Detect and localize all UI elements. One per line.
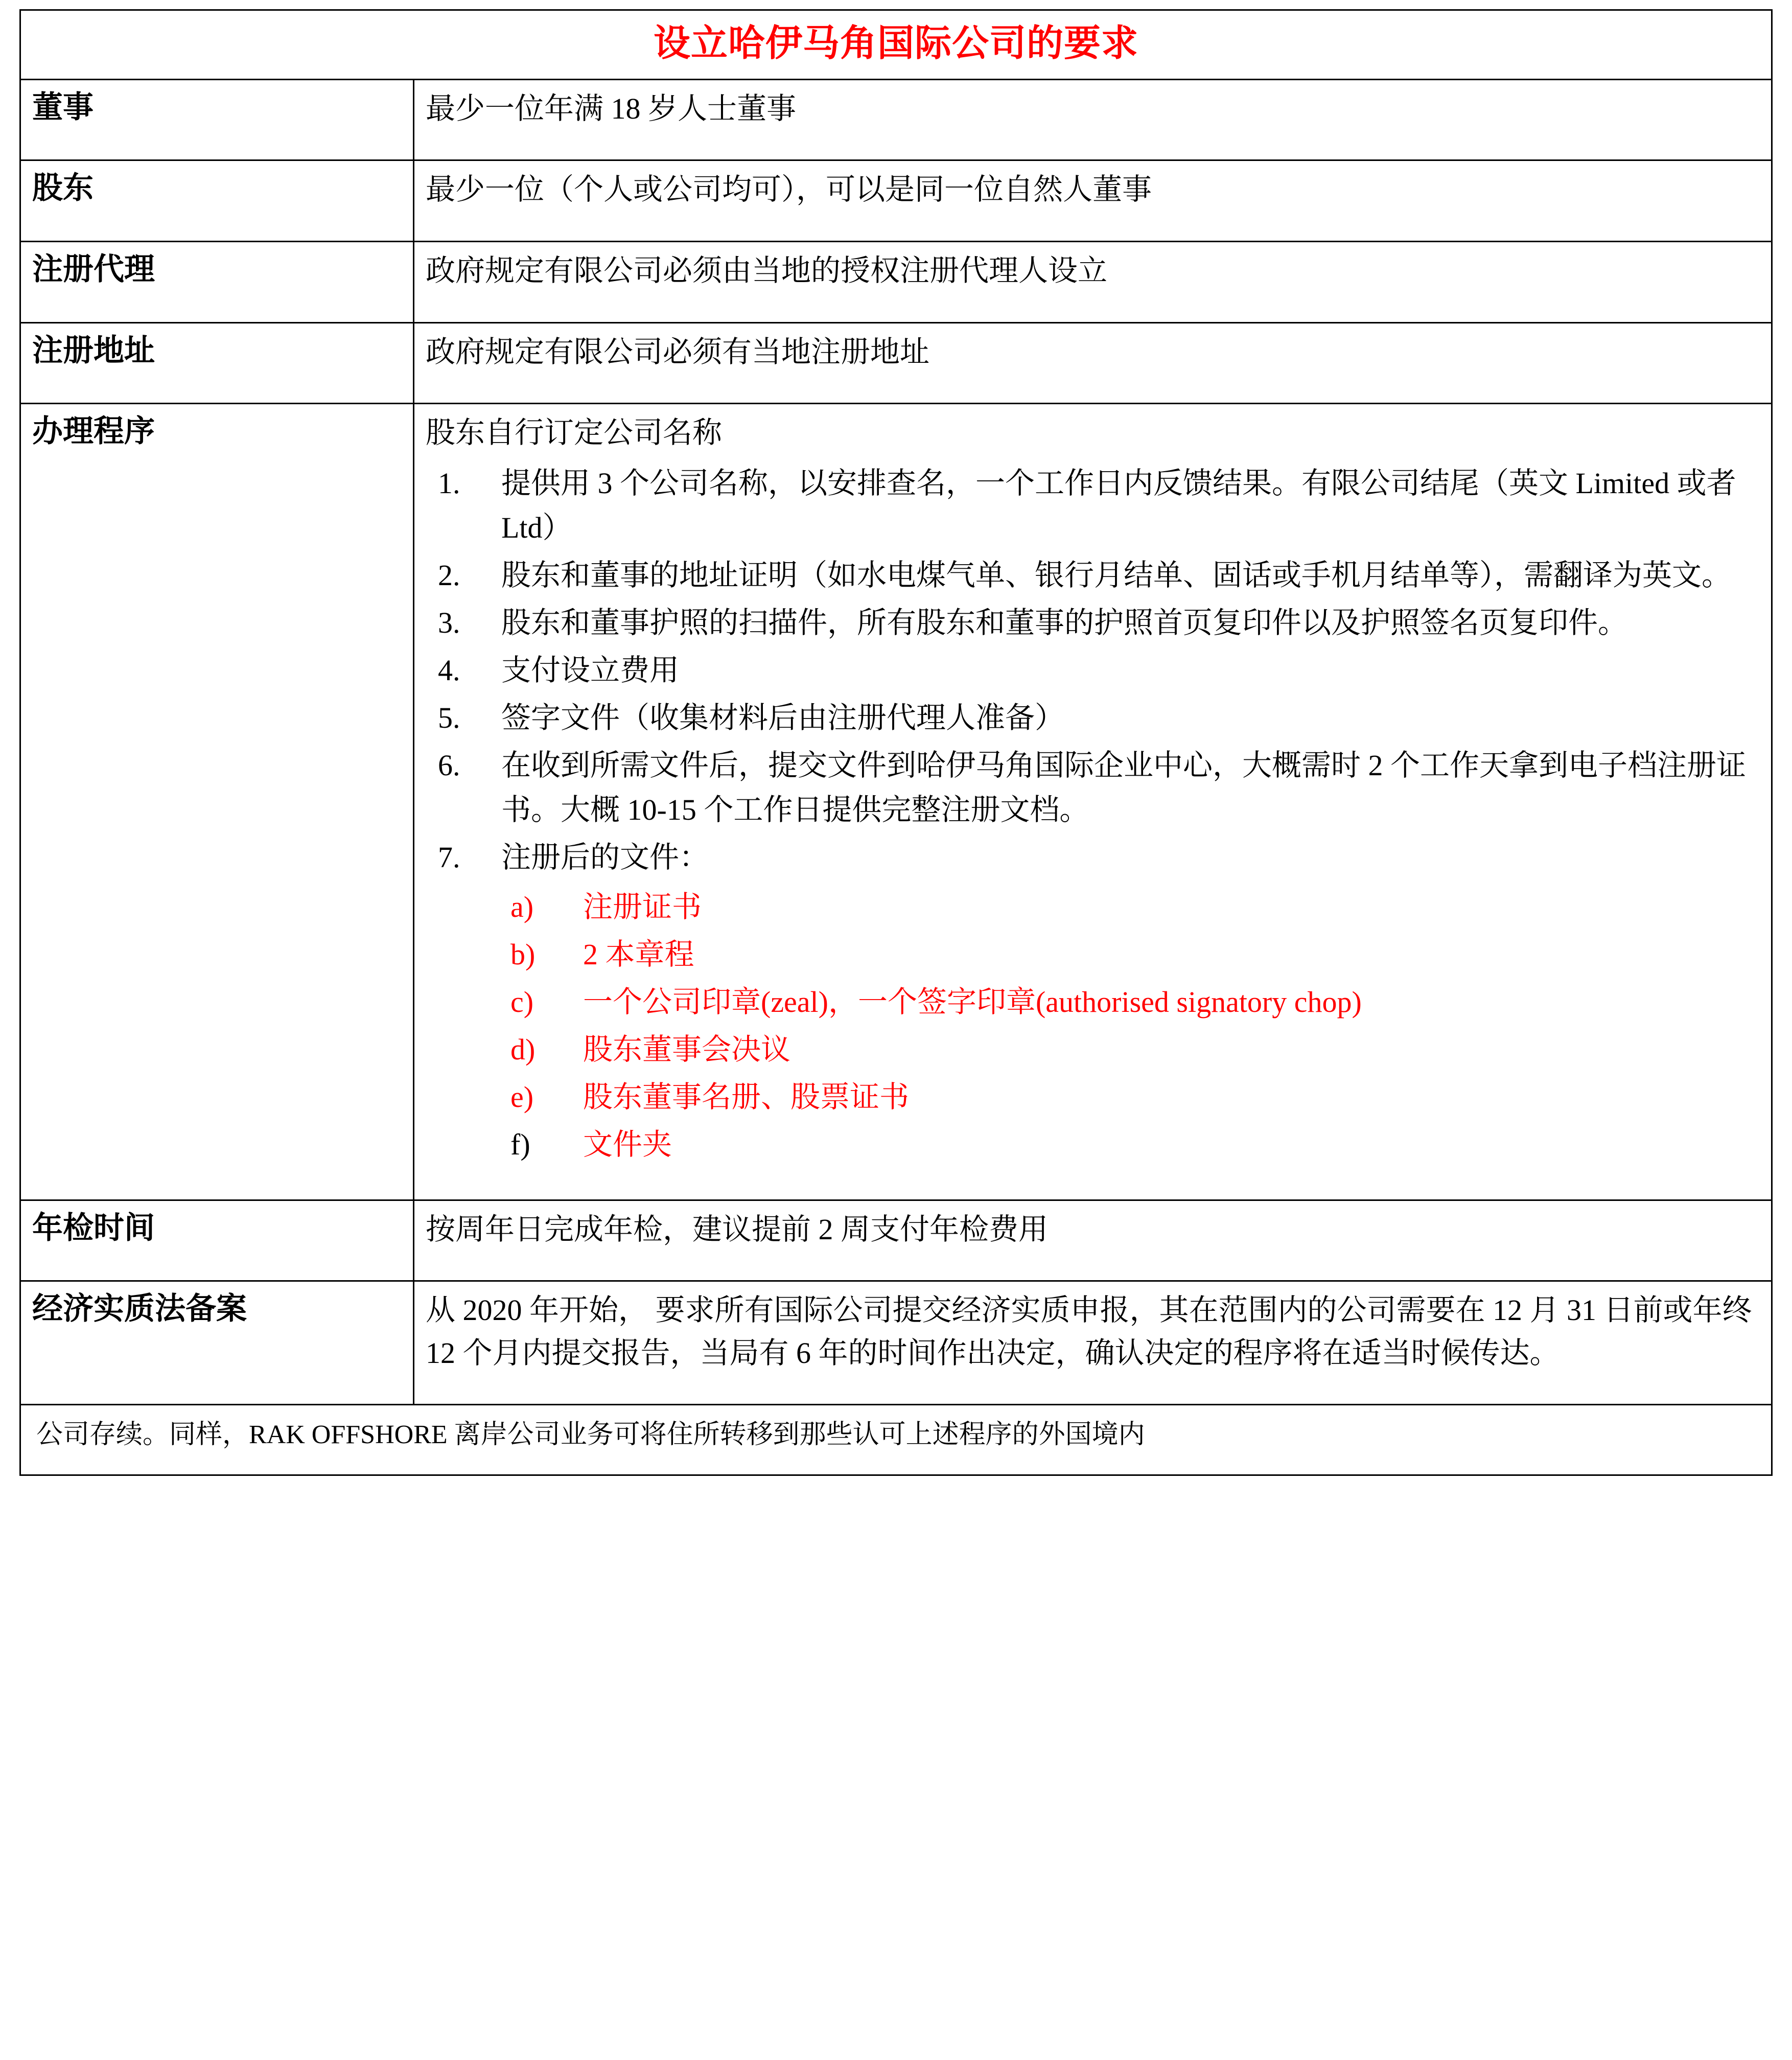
page-title: 设立哈伊马角国际公司的要求 [653, 23, 1138, 64]
label-cell-registered-agent [20, 241, 414, 322]
label-cell-registered-address [20, 322, 414, 404]
post-registration-document [501, 1027, 1760, 1072]
procedure-step [426, 743, 1760, 832]
table-row-economic-substance [20, 1281, 1772, 1405]
step-marker: 2. [438, 558, 460, 592]
value-cell-procedure [414, 404, 1772, 1200]
step-marker: 3. [438, 606, 460, 639]
label-cell-annual-review [20, 1200, 414, 1281]
row-value-annual-review: 按周年日完成年检，建议提前 2 周支付年检费用 [426, 1212, 1049, 1246]
document-marker: b) [510, 937, 536, 971]
document-text: 2 本章程 [583, 937, 694, 971]
requirements-table [19, 9, 1773, 1476]
row-label-registered-agent: 注册代理 [32, 252, 155, 286]
value-cell-registered-agent [414, 241, 1772, 322]
value-cell-director [414, 79, 1772, 160]
post-registration-document [501, 885, 1760, 929]
title-cell [20, 10, 1772, 80]
value-cell-economic-substance [414, 1281, 1772, 1405]
step-text: 签字文件（收集材料后由注册代理人准备） [501, 701, 1065, 734]
procedure-step [426, 648, 1760, 692]
table-row-title [20, 10, 1772, 80]
table-row-registered-address [20, 322, 1772, 404]
row-value-economic-substance: 从 2020 年开始， 要求所有国际公司提交经济实质申报，其在范围内的公司需要在 12 月 31 日前或年终 12 个月内提交报告，当局有 6 年的时间作出决定，确认决定的程序将在适当时候传达。 [426, 1293, 1752, 1370]
document-marker: e) [510, 1080, 534, 1114]
post-registration-document [501, 1122, 1760, 1167]
footer-note: 公司存续。同样，RAK OFFSHORE 离岸公司业务可将住所转移到那些认可上述程序的外国境内 [36, 1420, 1145, 1450]
table-row-registered-agent [20, 241, 1772, 322]
table-row-director [20, 79, 1772, 160]
procedure-step [426, 835, 1760, 1167]
post-registration-document [501, 1075, 1760, 1119]
row-label-economic-substance: 经济实质法备案 [32, 1292, 247, 1326]
step-marker: 5. [438, 701, 460, 734]
post-registration-document [501, 932, 1760, 977]
row-value-director: 最少一位年满 18 岁人士董事 [426, 91, 797, 125]
document-text: 注册证书 [583, 890, 702, 923]
table-row-footer-note [20, 1405, 1772, 1475]
step-text: 提供用 3 个公司名称，以安排查名，一个工作日内反馈结果。有限公司结尾（英文 Limited 或者Ltd） [501, 466, 1736, 544]
document-text: 股东董事名册、股票证书 [583, 1080, 910, 1114]
row-value-shareholder: 最少一位（个人或公司均可），可以是同一位自然人董事 [426, 173, 1152, 206]
label-cell-shareholder [20, 160, 414, 242]
value-cell-annual-review [414, 1200, 1772, 1281]
row-label-annual-review: 年检时间 [32, 1211, 155, 1245]
label-cell-director [20, 79, 414, 160]
table-row-procedure [20, 404, 1772, 1200]
step-marker: 7. [438, 840, 460, 874]
table-row-annual-review [20, 1200, 1772, 1281]
document-marker: d) [510, 1032, 536, 1066]
step-text: 注册后的文件： [501, 840, 709, 874]
label-cell-procedure [20, 404, 414, 1200]
row-label-shareholder: 股东 [32, 171, 94, 205]
step-text: 支付设立费用 [501, 653, 680, 687]
procedure-step [426, 461, 1760, 550]
step-text: 股东和董事的地址证明（如水电煤气单、银行月结单、固话或手机月结单等），需翻译为英文。 [501, 558, 1732, 592]
procedure-intro: 股东自行订定公司名称 [426, 416, 723, 450]
procedure-step [426, 696, 1760, 740]
step-marker: 4. [438, 653, 460, 687]
row-label-registered-address: 注册地址 [32, 333, 155, 367]
value-cell-shareholder [414, 160, 1772, 242]
document-marker: f) [510, 1127, 530, 1161]
table-row-shareholder [20, 160, 1772, 242]
row-label-procedure: 办理程序 [32, 414, 155, 449]
step-marker: 1. [438, 466, 460, 500]
row-value-registered-agent: 政府规定有限公司必须由当地的授权注册代理人设立 [426, 253, 1108, 287]
procedure-step [426, 600, 1760, 645]
step-text: 在收到所需文件后，提交文件到哈伊马角国际企业中心，大概需时 2 个工作天拿到电子档注册证书。大概 10-15 个工作日提供完整注册文档。 [501, 748, 1747, 826]
document-marker: c) [510, 985, 534, 1019]
procedure-steps-list [426, 461, 1760, 1167]
document-text: 文件夹 [583, 1127, 672, 1161]
row-label-director: 董事 [32, 90, 94, 124]
row-value-registered-address: 政府规定有限公司必须有当地注册地址 [426, 335, 930, 368]
label-cell-economic-substance [20, 1281, 414, 1405]
value-cell-registered-address [414, 322, 1772, 404]
document-text: 一个公司印章(zeal)，一个签字印章(authorised signatory chop) [583, 985, 1362, 1019]
document-marker: a) [510, 890, 534, 923]
document-text: 股东董事会决议 [583, 1032, 791, 1066]
post-registration-documents-list [501, 885, 1760, 1167]
step-marker: 6. [438, 748, 460, 782]
post-registration-document [501, 980, 1760, 1024]
step-text: 股东和董事护照的扫描件，所有股东和董事的护照首页复印件以及护照签名页复印件。 [501, 606, 1628, 639]
procedure-step [426, 553, 1760, 597]
footer-cell [20, 1405, 1772, 1475]
